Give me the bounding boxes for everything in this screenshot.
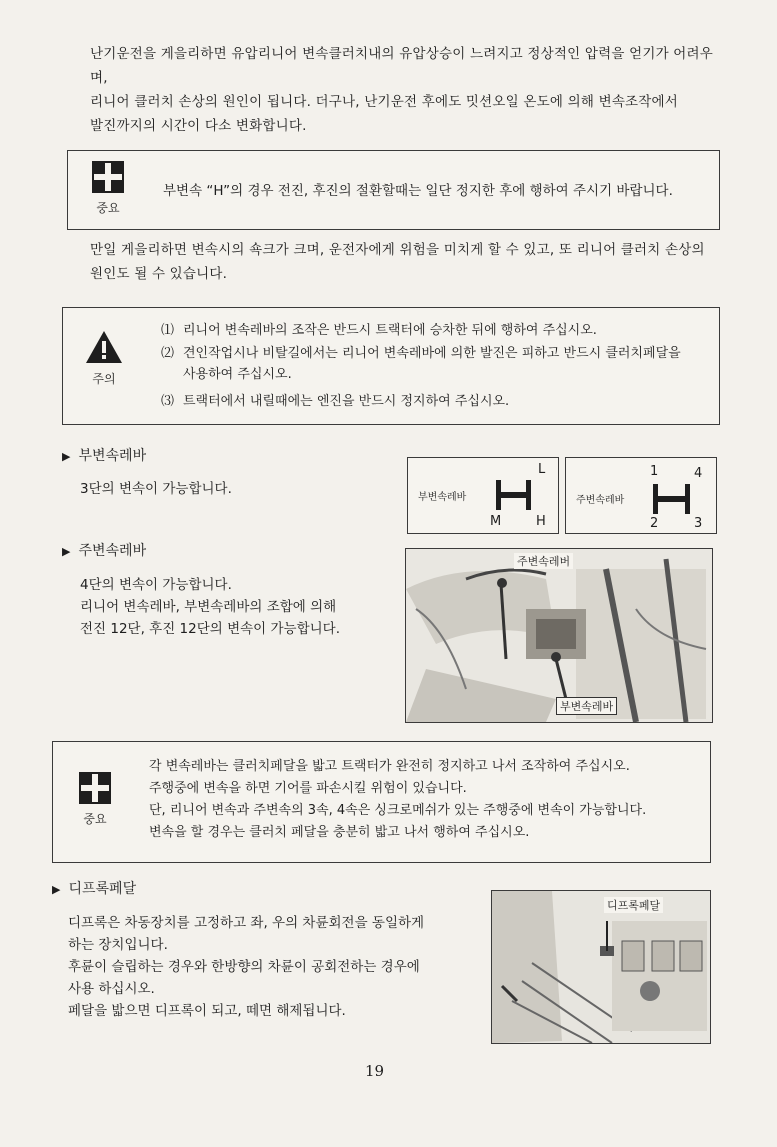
bullet-triangle-icon: ▶ bbox=[52, 883, 61, 896]
notice-line: 주행중에 변속을 하면 기어를 파손시킬 위험이 있습니다. bbox=[149, 781, 467, 796]
body-line: 페달을 밟으면 디프록이 되고, 떼면 해제됩니다. bbox=[68, 1003, 346, 1019]
main-lever-text bbox=[80, 574, 390, 640]
sub-lever-text: 3단의 변속이 가능합니다. bbox=[80, 481, 232, 497]
paragraph-line: 만일 게을리하면 변속시의 쇽크가 크며, 운전자에게 위험을 미치게 할 수 있고, 또 리니어 클러치 손상의 bbox=[90, 242, 705, 258]
paragraph-line: 원인도 될 수 있습니다. bbox=[90, 266, 228, 282]
photo-caption-main-lever: 주변속레버 bbox=[514, 553, 573, 569]
diff-lock-floor-illustration bbox=[492, 891, 710, 1043]
diagram-label: 주변속레바 bbox=[576, 495, 625, 506]
caution-box bbox=[62, 307, 720, 425]
bullet-triangle-icon: ▶ bbox=[62, 450, 71, 463]
gear-position-h: H bbox=[536, 514, 546, 529]
section-heading-sub-lever bbox=[62, 445, 146, 465]
item-text: 리니어 변속레바의 조작은 반드시 트랙터에 승차한 뒤에 행하여 주십시오. bbox=[183, 323, 597, 338]
notice-line: 단, 리니어 변속과 주변속의 3속, 4속은 싱크로메쉬가 있는 주행중에 변속이 가능합니다. bbox=[149, 803, 647, 818]
section-heading-main-lever bbox=[62, 540, 146, 560]
page-number: 19 bbox=[365, 1062, 385, 1080]
item-text: 견인작업시나 비탈길에서는 리니어 변속레바에 의한 발진은 피하고 반드시 클러치페달을 bbox=[183, 346, 681, 361]
item-number: ⑶ bbox=[161, 394, 175, 409]
photo-caption-diff-lock: 디프록페달 bbox=[604, 897, 663, 913]
body-line: 전진 12단, 후진 12단의 변속이 가능합니다. bbox=[80, 621, 341, 637]
diagram-label: 부변속레바 bbox=[418, 492, 467, 503]
notice-text-block bbox=[149, 756, 704, 844]
intro-paragraph bbox=[90, 42, 730, 138]
gear-position-3: 3 bbox=[694, 516, 703, 531]
body-line: 하는 장치입니다. bbox=[68, 937, 168, 953]
caution-list bbox=[161, 320, 711, 412]
body-line: 4단의 변속이 가능합니다. bbox=[80, 577, 232, 593]
important-icon-wrap bbox=[69, 772, 121, 827]
item-text: 트랙터에서 내릴때에는 엔진을 반드시 정지하여 주십시오. bbox=[183, 394, 510, 409]
important-icon-label: 중요 bbox=[83, 812, 107, 826]
diff-lock-text bbox=[68, 912, 468, 1022]
body-line: 사용 하십시오. bbox=[68, 981, 155, 997]
caution-item bbox=[161, 391, 711, 412]
heading-text: 주변속레바 bbox=[78, 543, 147, 559]
bullet-triangle-icon: ▶ bbox=[62, 545, 71, 558]
photo-caption-sub-lever: 부변속레바 bbox=[556, 697, 617, 715]
body-line: 리니어 변속레바, 부변속레바의 조합에 의해 bbox=[80, 599, 337, 615]
caution-icon-wrap bbox=[79, 330, 129, 387]
important-notice-box-2 bbox=[52, 741, 711, 863]
item-text: 사용하여 주십시오. bbox=[183, 367, 292, 382]
body-line: 디프록은 차동장치를 고정하고 좌, 우의 차륜회전을 동일하게 bbox=[68, 915, 425, 931]
important-cross-icon bbox=[92, 161, 124, 193]
notice-line: 각 변속레바는 클러치페달을 밟고 트랙터가 완전히 정지하고 나서 조작하여 주십시오. bbox=[149, 759, 630, 774]
important-cross-icon bbox=[79, 772, 111, 804]
shift-gate-icon bbox=[492, 480, 544, 510]
gear-position-l: L bbox=[538, 462, 546, 477]
important-icon-wrap bbox=[82, 161, 134, 216]
gear-position-1: 1 bbox=[650, 464, 659, 479]
main-shift-pattern-diagram bbox=[565, 457, 717, 534]
heading-text: 부변속레바 bbox=[78, 448, 147, 464]
notice-text: 부변속 “H”의 경우 전진, 후진의 절환할때는 일단 정지한 후에 행하여 주시기 바랍니다. bbox=[163, 183, 673, 199]
section-heading-diff-lock bbox=[52, 878, 136, 898]
caution-item bbox=[161, 343, 711, 385]
sub-shift-pattern-diagram bbox=[407, 457, 559, 534]
paragraph-2 bbox=[90, 238, 730, 286]
heading-text: 디프록페달 bbox=[68, 881, 137, 897]
gear-position-4: 4 bbox=[694, 466, 703, 481]
notice-line: 변속을 할 경우는 클러치 페달을 충분히 밟고 나서 행하여 주십시오. bbox=[149, 825, 530, 840]
diff-lock-pedal-photo bbox=[491, 890, 711, 1044]
caution-item bbox=[161, 320, 711, 341]
important-notice-box bbox=[67, 150, 720, 230]
intro-line: 난기운전을 게을리하면 유압리니어 변속클러치내의 유압상승이 느려지고 정상적인 압력을 얻기가 어려우며, bbox=[90, 46, 714, 86]
gear-position-m: M bbox=[490, 514, 502, 529]
shift-levers-photo bbox=[405, 548, 713, 723]
caution-icon-label: 주의 bbox=[92, 372, 116, 386]
warning-triangle-icon bbox=[85, 330, 123, 364]
shift-gate-icon bbox=[649, 484, 701, 514]
body-line: 후륜이 슬립하는 경우와 한방향의 차륜이 공회전하는 경우에 bbox=[68, 959, 420, 975]
important-icon-label: 중요 bbox=[96, 201, 120, 215]
item-number: ⑵ bbox=[161, 346, 175, 361]
gear-position-2: 2 bbox=[650, 516, 659, 531]
intro-line: 발진까지의 시간이 다소 변화합니다. bbox=[90, 118, 307, 134]
item-number: ⑴ bbox=[161, 323, 175, 338]
intro-line: 리니어 클러치 손상의 원인이 됩니다. 더구나, 난기운전 후에도 밋션오일 온도에 의해 변속조작에서 bbox=[90, 94, 679, 110]
